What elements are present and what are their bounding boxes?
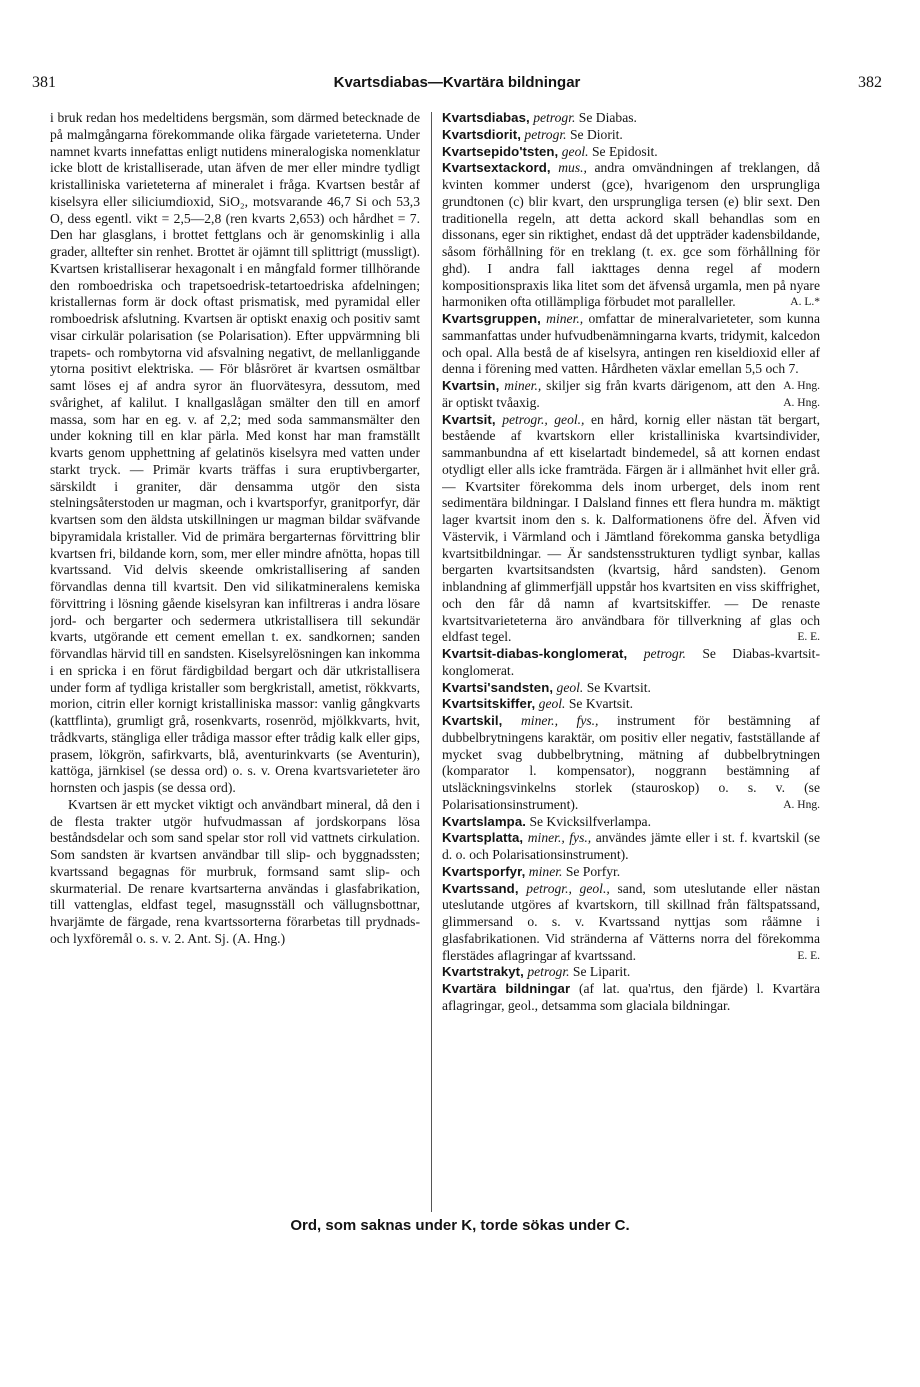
headword: Kvartsi'sandsten,	[442, 679, 554, 695]
entry-abbreviation: miner.,	[546, 311, 584, 326]
entry-signature: A. Hng.	[783, 798, 820, 811]
entry-text: Se Diabas-kvartsit-konglomerat.	[442, 646, 820, 678]
entry-kvartsitskiffer	[442, 696, 820, 713]
entry-text: Kvartära aflagringar, geol., detsamma som glaciala bildningar.	[442, 981, 820, 1013]
headword: Kvartslampa.	[442, 813, 527, 829]
entry-text: instrument för bestämning af dubbelbrytningens karaktär, om positiv eller negativ, fastställande af mycket svag dubbelbrytning, mätning af dubbelbrytningen (komparator l. kompensator), noggrann bestämning af utsläckningsvinkelns storlek (stauroskop) o. s. v. (se Polarisationsinstrument).	[442, 713, 820, 812]
entry-text: sand, som uteslutande eller nästan uteslutande utgöres af kvartskorn, till skillnad från fältspatssand, glimmersand o. s. v. Kvartssand nyttjas som råämne i glasfabrikationen. Vid stränderna af Vätterns norra del förekomma flerstädes aflagringar af kvartssand.	[442, 880, 820, 963]
entry-kvartsextackord	[442, 160, 820, 311]
entry-kvartskil	[442, 713, 820, 814]
entry-text: användes jämte eller i st. f. kvartskil (se d. o. och Polarisationsinstrument).	[442, 830, 820, 862]
entry-abbreviation: petrogr.	[643, 646, 686, 661]
entry-text: Se Diabas.	[578, 110, 637, 125]
headword: Kvartära bildningar	[442, 981, 571, 996]
footer-note: Ord, som saknas under K, torde sökas under C.	[290, 1217, 630, 1234]
entry-kvartara-bildningar	[442, 981, 820, 1015]
entry-kvartsporfyr	[442, 864, 820, 881]
entry-abbreviation: mus.,	[558, 160, 587, 176]
entry-abbreviation: petrogr.	[533, 110, 576, 125]
entry-text: skiljer sig från kvarts därigenom, att den är optiskt tvåaxig.	[442, 378, 776, 410]
headword: Kvartsit-diabas-konglomerat,	[442, 646, 628, 661]
entry-signature: A. Hng.	[783, 396, 820, 409]
entry-kvartsit-diabas-konglomerat	[442, 646, 820, 680]
entry-abbreviation: miner.	[528, 863, 563, 879]
entry-abbreviation: geol.	[556, 679, 584, 695]
entry-kvartstrakyt	[442, 964, 820, 981]
entry-abbreviation: miner.,	[504, 378, 542, 393]
entry-abbreviation: miner., fys.,	[527, 830, 592, 846]
entry-signature: A. L.*	[790, 296, 820, 309]
entry-text: Se Epidosit.	[591, 143, 658, 159]
entry-abbreviation: petrogr.	[524, 126, 567, 142]
headword: Kvartsdiabas,	[442, 110, 530, 125]
running-title: Kvartsdiabas—Kvartära bildningar	[333, 74, 581, 91]
entry-text: Se Kvartsit.	[568, 696, 634, 712]
headword: Kvartsextackord,	[442, 160, 551, 176]
kvarts-article-paragraph-1: i bruk redan hos medeltidens bergsmän, som därmed betecknade de på malmgångarna förekommande olika färgade varieteterna. Under namnet kvarts innefattas enligt nutidens mineralogiska nomenklatur icke blott de kristalliserade, utan äfven de mer eller mindre tydligt kristalliniska varieteterna af mineralet i fråga. Kvartsen består af kiselsyra eller siliciumdioxid, SiO₂, motsvarande 46,7 Si och 53,3 O, dess egentl. vikt = 2,5—2,8 (ren kvarts 2,653) och hårdhet = 7. Den har glasglans, i brottet fettglans och är genomskinlig i alla grader, alltefter sin renhet. Brottet är ojämnt till splittrigt (mussligt). Kvartsen kristalliserar hexagonalt i en mångfald former tillhörande den romboedriska och trapetsoedrisk-tetartoedriska afdelningen; kristallernas form är dock oftast prismatisk, med pyramidal eller romboedrisk afslutning. Kvartsen är optiskt enaxig och positiv samt visar cirkulär polarisation (se Polarisation). Efter uppvärmning bli trapets- och rombytorna vid afsvalning negativt, de mellanliggande ytorna positivt elektriska. — För blåsröret är kvartsen osmältbar samt löses ej af andra syror än fluorvätesyra, dessutom, med svårighet, af kalilut. I knallgaslågan smälter den till en amorf massa, som har en eg. v. af 2,2; med soda sammansmälter den under kokning till en klar pärla. Med konst har man framställt kvarts genom upphettning af gelatinös kiselsyra med vatten under starkt tryck. — Primär kvarts träffas i sura eruptivbergarter, särskildt i graniter, där densamma utgör den sista stelningsåterstoden ur magman, och i kvartsporfyr, granitporfyr, där kvartsen som den äldsta utskillningen ur magman bildar sväfvande bipyramidala kristaller. Vid de primära bergarternas förvittring blir kvartsen fri, bildande korn, som, mer eller mindre afnötta, hopas till kvartssand. Vid delvis skeende omkristallisering af sanden förvandlas denna till kvartsit. Den vid silikatmineralens kemiska förvittring i lösning gående kiselsyran kan infiltreras i andra lösare jord- och bergarter och sedermera utkristallisera till sekundär kvarts, utgörande ett cement emellan t. ex. sandkornen; sanden förvandlas härvid till en sandsten. Kiselsyrelösningen kan inkomma i en spricka i en förut färdigbildad bergart och där utkristallisera under form af tydliga kristaller som bergkristall, ametist, rökkvarts, morion, citrin eller kornigt kristalliniska massor: vanlig gångkvarts (kattflinta), grumligt grå, rosenkvarts, rosenröd, mjölkkvarts, hvit, trådkvarts, stängliga eller trådiga massor efter trådig kalk eller gips, prasem, lökgrön, safirkvarts, blå, aventurinkvarts (se Aventurin), kattöga, järnkisel (se dessa ord) o. s. v. Orena kvartsvarieteter äro hornsten och jaspis (se dessa ord).	[50, 110, 420, 795]
headword: Kvartsdiorit,	[442, 126, 521, 142]
kvarts-article-paragraph-2-text: Kvartsen är ett mycket viktigt och användbart mineral, då den i de flesta trakter utgör hufvudmassan af jordskorpans lösa beståndsdelar och som sand spelar stor roll vid vattnets cirkulation. Som sandsten är kvartsen användbar till slip- och byggnadssten; kvartssand begagnas för murbruk, formsand samt slip- och skurmaterial. De renare kvartsarterna användas i glasfabrikation, till vattenglas, eldfast tegel, masugnsställ och vällugnsbottnar, hvarjämte de färgade, rena kvartssorterna förarbetas till prydnads- och lyxföremål o. s. v.	[50, 796, 420, 946]
column-divider	[431, 112, 432, 1212]
page-header	[32, 74, 882, 98]
entry-kvartsdiorit	[442, 127, 820, 144]
right-column	[442, 110, 820, 1212]
entry-text: Se Porfyr.	[565, 863, 621, 879]
entry-kvartsepidotsten	[442, 144, 820, 161]
entry-kvartsdiabas	[442, 110, 820, 127]
entry-kvartsplatta	[442, 830, 820, 864]
headword: Kvartskil,	[442, 713, 503, 728]
page-number-right: 382	[858, 74, 882, 91]
entry-text: Se Kvicksilfverlampa.	[529, 813, 651, 829]
page-number-left: 381	[32, 74, 56, 91]
entry-abbreviation: geol.	[538, 696, 566, 712]
entry-kvartsitsandsten	[442, 680, 820, 697]
entry-text: Se Diorit.	[569, 126, 623, 142]
entry-kvartslampa	[442, 814, 820, 831]
headword: Kvartsgruppen,	[442, 311, 541, 326]
entry-text: Se Liparit.	[572, 964, 631, 980]
entry-text: en hård, kornig eller nästan tät bergart, bestående af kvartskorn eller kristalliniska kvartsindivider, sammanbundna af ett kiselartadt bindemedel, så att kornen endast otydligt eller alls icke framträda. Färgen är i allmänhet hvit eller grå. — Kvartsiter förekomma dels inom urberget, dels inom rent sedimentära bildningar. I Dalsland finnes ett flera hundra m. mäktigt lager kvartsit inom den s. k. Dalformationens öfre del. Äfven vid Västervik, i Värmland och i Jämtland förekomma ganska betydliga kvartsitbildningar. — Är sandstensstrukturen tydligt synbar, kallas bergarten kvartsitsandsten (kvartsig, hård sandsten). Genom inblandning af glimmerfjäll uppstår hos kvartsiten en viss skiffrighet, och den får då namn af kvartsitskiffer. — De renaste kvartsitvarieteterna äro användbara för tillverkning af glas och eldfast tegel.	[442, 411, 820, 645]
entry-abbreviation: petrogr.	[527, 964, 570, 980]
headword: Kvartstrakyt,	[442, 964, 524, 980]
entry-text: omfattar de mineralvarieteter, som kunna sammanfattas under hufvudbenämningarna kvarts, tridymit, kalcedon och opal. Alla bestå de af kiselsyra, antingen ren kiseldioxid eller af denna i förening med vatten. Hårdheten växlar emellan 5,5 och 7.	[442, 311, 820, 377]
entry-kvartsit	[442, 412, 820, 647]
entry-abbreviation: petrogr., geol.,	[526, 880, 610, 896]
headword: Kvartsepido'tsten,	[442, 143, 559, 159]
entry-abbreviation: petrogr., geol.,	[502, 411, 585, 427]
entry-abbreviation: (af lat. qua'rtus, den fjärde) l.	[578, 981, 764, 996]
entry-signature: A. Hng.	[783, 380, 820, 392]
headword: Kvartssand,	[442, 880, 519, 896]
headword: Kvartsplatta,	[442, 830, 524, 846]
entry-text: andra omvändningen af treklangen, då kvinten kommer underst (gce), hvarigenom den ursprungliga grundtonen (c) blir kvart, den ursprungliga tersen (e) blir sext. Den traditionella regeln, att detta ackord skall behandlas som en dissonans, eger sin riktighet, endast då det uppträder kadensbildande, såsom förhållning för en treklang (t. ex. gce som förhållning för ghd). I andra fall iakttages denna regel af modern kompositionspraxis lika litet som det äfvenså urgamla, men på nyare harmoniken ofta otillämpliga förbudet mot paralleller.	[442, 160, 820, 310]
entry-kvartssand	[442, 881, 820, 965]
entry-kvartsin	[442, 378, 820, 412]
entry-signature: E. E.	[797, 631, 820, 644]
entry-abbreviation: geol.	[561, 143, 589, 159]
headword: Kvartsporfyr,	[442, 863, 526, 879]
left-column	[50, 110, 420, 1212]
entry-abbreviation: miner., fys.,	[520, 713, 599, 728]
entry-text: Se Kvartsit.	[586, 679, 651, 695]
headword: Kvartsitskiffer,	[442, 696, 536, 712]
headword: Kvartsin,	[442, 378, 500, 393]
kvarts-article-paragraph-2	[50, 797, 420, 948]
headword: Kvartsit,	[442, 411, 496, 427]
entry-signature: E. E.	[797, 949, 820, 962]
kvarts-article-signature: 2. Ant. Sj. (A. Hng.)	[174, 930, 286, 946]
